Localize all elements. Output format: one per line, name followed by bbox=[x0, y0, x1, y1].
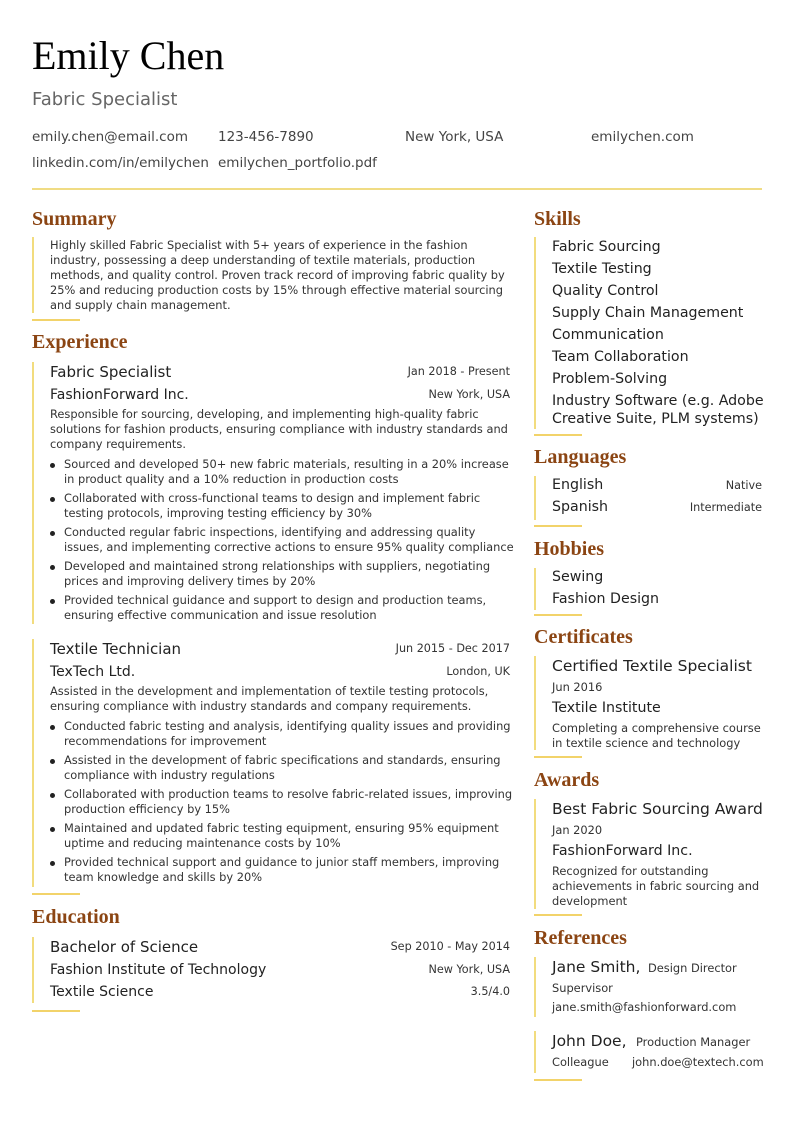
job2-bullet-4: Maintained and updated fabric testing equipment, ensuring 95% equipment uptime and reducing maintenance costs by 10% bbox=[64, 821, 499, 850]
reference2-name: John Doe, bbox=[552, 1032, 627, 1050]
summary-heading: Summary bbox=[32, 208, 117, 230]
skill-item: Team Collaboration bbox=[552, 349, 689, 365]
bullet-dot bbox=[50, 599, 55, 604]
experience-heading: Experience bbox=[32, 331, 128, 353]
email-link[interactable]: emily.chen@email.com bbox=[32, 129, 189, 145]
education-field: Textile Science bbox=[50, 984, 154, 1000]
education-bar bbox=[32, 937, 34, 1003]
job1-bullet-1: Sourced and developed 50+ new fabric materials, resulting in a 20% increase in product quality and a 10% reduction in production costs bbox=[64, 457, 509, 486]
bullet-dot bbox=[50, 759, 55, 764]
experience-underline bbox=[32, 893, 80, 895]
certificate-date: Jun 2016 bbox=[552, 680, 603, 694]
certificates-heading: Certificates bbox=[534, 626, 633, 648]
reference1-email[interactable]: jane.smith@fashionforward.com bbox=[552, 1000, 737, 1014]
reference1-relation: Supervisor bbox=[552, 981, 613, 995]
bullet-dot bbox=[50, 793, 55, 798]
skill-item: Industry Software (e.g. Adobe Creative Suite, PLM systems) bbox=[552, 393, 764, 427]
bullet-dot bbox=[50, 531, 55, 536]
job2-bar bbox=[32, 639, 34, 887]
job1-bullet-4: Developed and maintained strong relationships with suppliers, negotiating prices and improving delivery times by 20% bbox=[64, 559, 491, 588]
bullet-dot bbox=[50, 827, 55, 832]
references-underline bbox=[534, 1079, 582, 1081]
reference1-position: Design Director bbox=[648, 961, 737, 975]
job2-company: TexTech Ltd. bbox=[50, 664, 136, 680]
hobbies-bar bbox=[534, 568, 536, 610]
job1-description: Responsible for sourcing, developing, and implementing high-quality fabric solutions for fashion products, ensuring compliance with industry standards and company requirements. bbox=[50, 407, 508, 451]
job2-location: London, UK bbox=[446, 665, 510, 678]
hobby-item: Fashion Design bbox=[552, 591, 660, 607]
job2-description: Assisted in the development and implementation of textile testing protocols, ensuring compliance with industry standards and company requirements. bbox=[50, 684, 489, 713]
bullet-dot bbox=[50, 725, 55, 730]
job1-role: Fabric Specialist bbox=[50, 363, 172, 381]
language-name: English bbox=[552, 477, 604, 493]
summary-text: Highly skilled Fabric Specialist with 5+ years of experience in the fashion industry, possessing a deep understanding of textile materials, production methods, and quality control. Proven track record of improving fabric quality by 25% and reducing production costs by 15% through effective material sourcing and supply chain management. bbox=[50, 238, 505, 312]
job1-bullet-2: Collaborated with cross-functional teams to design and implement fabric testing protocols, improving testing efficiency by 30% bbox=[64, 491, 481, 520]
education-school: Fashion Institute of Technology bbox=[50, 962, 267, 978]
education-heading: Education bbox=[32, 906, 120, 928]
job2-bullet-3: Collaborated with production teams to resolve fabric-related issues, improving production efficiency by 15% bbox=[64, 787, 513, 816]
skills-bar bbox=[534, 237, 536, 429]
bullet-dot bbox=[50, 565, 55, 570]
job1-bullet-3: Conducted regular fabric inspections, identifying and addressing quality issues, and implementing corrective actions to ensure 95% quality compliance bbox=[64, 525, 514, 554]
skill-item: Communication bbox=[552, 327, 664, 343]
skills-underline bbox=[534, 434, 582, 436]
language-level: Intermediate bbox=[689, 501, 762, 514]
languages-heading: Languages bbox=[534, 446, 627, 468]
portfolio-link[interactable]: emilychen_portfolio.pdf bbox=[218, 155, 377, 171]
language-name: Spanish bbox=[552, 499, 609, 515]
education-location: New York, USA bbox=[428, 963, 510, 976]
education-degree: Bachelor of Science bbox=[50, 938, 199, 956]
job2-bullet-5: Provided technical support and guidance to junior staff members, improving team knowledge and skills by 20% bbox=[64, 855, 500, 884]
references-heading: References bbox=[534, 927, 627, 949]
hobbies-heading: Hobbies bbox=[534, 538, 605, 560]
job1-bullet-5: Provided technical guidance and support to design and production teams, ensuring effective communication and issue resolution bbox=[64, 593, 487, 622]
reference2-bar bbox=[534, 1031, 536, 1073]
header-divider bbox=[32, 188, 762, 190]
job1-dates: Jan 2018 - Present bbox=[407, 365, 510, 378]
certificate-description: Completing a comprehensive course in textile science and technology bbox=[552, 721, 761, 750]
education-dates: Sep 2010 - May 2014 bbox=[390, 940, 510, 953]
awards-heading: Awards bbox=[534, 769, 600, 791]
hobby-item: Sewing bbox=[552, 569, 604, 585]
certificate-issuer: Textile Institute bbox=[552, 700, 661, 716]
hobbies-underline bbox=[534, 614, 582, 616]
skill-item: Textile Testing bbox=[552, 261, 652, 277]
languages-underline bbox=[534, 525, 582, 527]
award-name: Best Fabric Sourcing Award bbox=[552, 800, 763, 818]
bullet-dot bbox=[50, 861, 55, 866]
certificate-name: Certified Textile Specialist bbox=[552, 657, 752, 675]
award-issuer: FashionForward Inc. bbox=[552, 843, 693, 859]
job2-role: Textile Technician bbox=[50, 640, 182, 658]
job1-location: New York, USA bbox=[428, 388, 510, 401]
education-gpa: 3.5/4.0 bbox=[470, 985, 510, 998]
job1-bar bbox=[32, 362, 34, 624]
job1-company: FashionForward Inc. bbox=[50, 387, 189, 403]
summary-underline bbox=[32, 319, 80, 321]
certificates-bar bbox=[534, 656, 536, 750]
awards-underline bbox=[534, 914, 582, 916]
skills-heading: Skills bbox=[534, 208, 581, 230]
awards-bar bbox=[534, 799, 536, 909]
skill-item: Problem-Solving bbox=[552, 371, 668, 387]
skill-item: Supply Chain Management bbox=[552, 305, 744, 321]
location: New York, USA bbox=[405, 129, 504, 145]
reference2-relation: Colleague bbox=[552, 1055, 609, 1069]
education-underline bbox=[32, 1010, 80, 1012]
award-date: Jan 2020 bbox=[552, 823, 603, 837]
summary-bar bbox=[32, 237, 34, 313]
job2-bullet-2: Assisted in the development of fabric specifications and standards, ensuring compliance with industry regulations bbox=[64, 753, 501, 782]
candidate-name: Emily Chen bbox=[32, 33, 225, 78]
reference2-email[interactable]: john.doe@textech.com bbox=[632, 1055, 764, 1069]
reference1-name: Jane Smith, bbox=[552, 958, 641, 976]
languages-bar bbox=[534, 476, 536, 520]
skill-item: Quality Control bbox=[552, 283, 659, 299]
bullet-dot bbox=[50, 463, 55, 468]
candidate-title: Fabric Specialist bbox=[32, 89, 178, 110]
reference2-position: Production Manager bbox=[636, 1035, 751, 1049]
website-link[interactable]: emilychen.com bbox=[591, 129, 694, 145]
bullet-dot bbox=[50, 497, 55, 502]
language-level: Native bbox=[725, 479, 762, 492]
phone-number: 123-456-7890 bbox=[218, 129, 314, 145]
award-description: Recognized for outstanding achievements in fabric sourcing and development bbox=[552, 864, 760, 908]
reference1-bar bbox=[534, 957, 536, 1017]
certificates-underline bbox=[534, 756, 582, 758]
job2-bullet-1: Conducted fabric testing and analysis, identifying quality issues and providing recommendations for improvement bbox=[64, 719, 511, 748]
skill-item: Fabric Sourcing bbox=[552, 239, 661, 255]
job2-dates: Jun 2015 - Dec 2017 bbox=[395, 642, 510, 655]
linkedin-link[interactable]: linkedin.com/in/emilychen bbox=[32, 155, 209, 171]
